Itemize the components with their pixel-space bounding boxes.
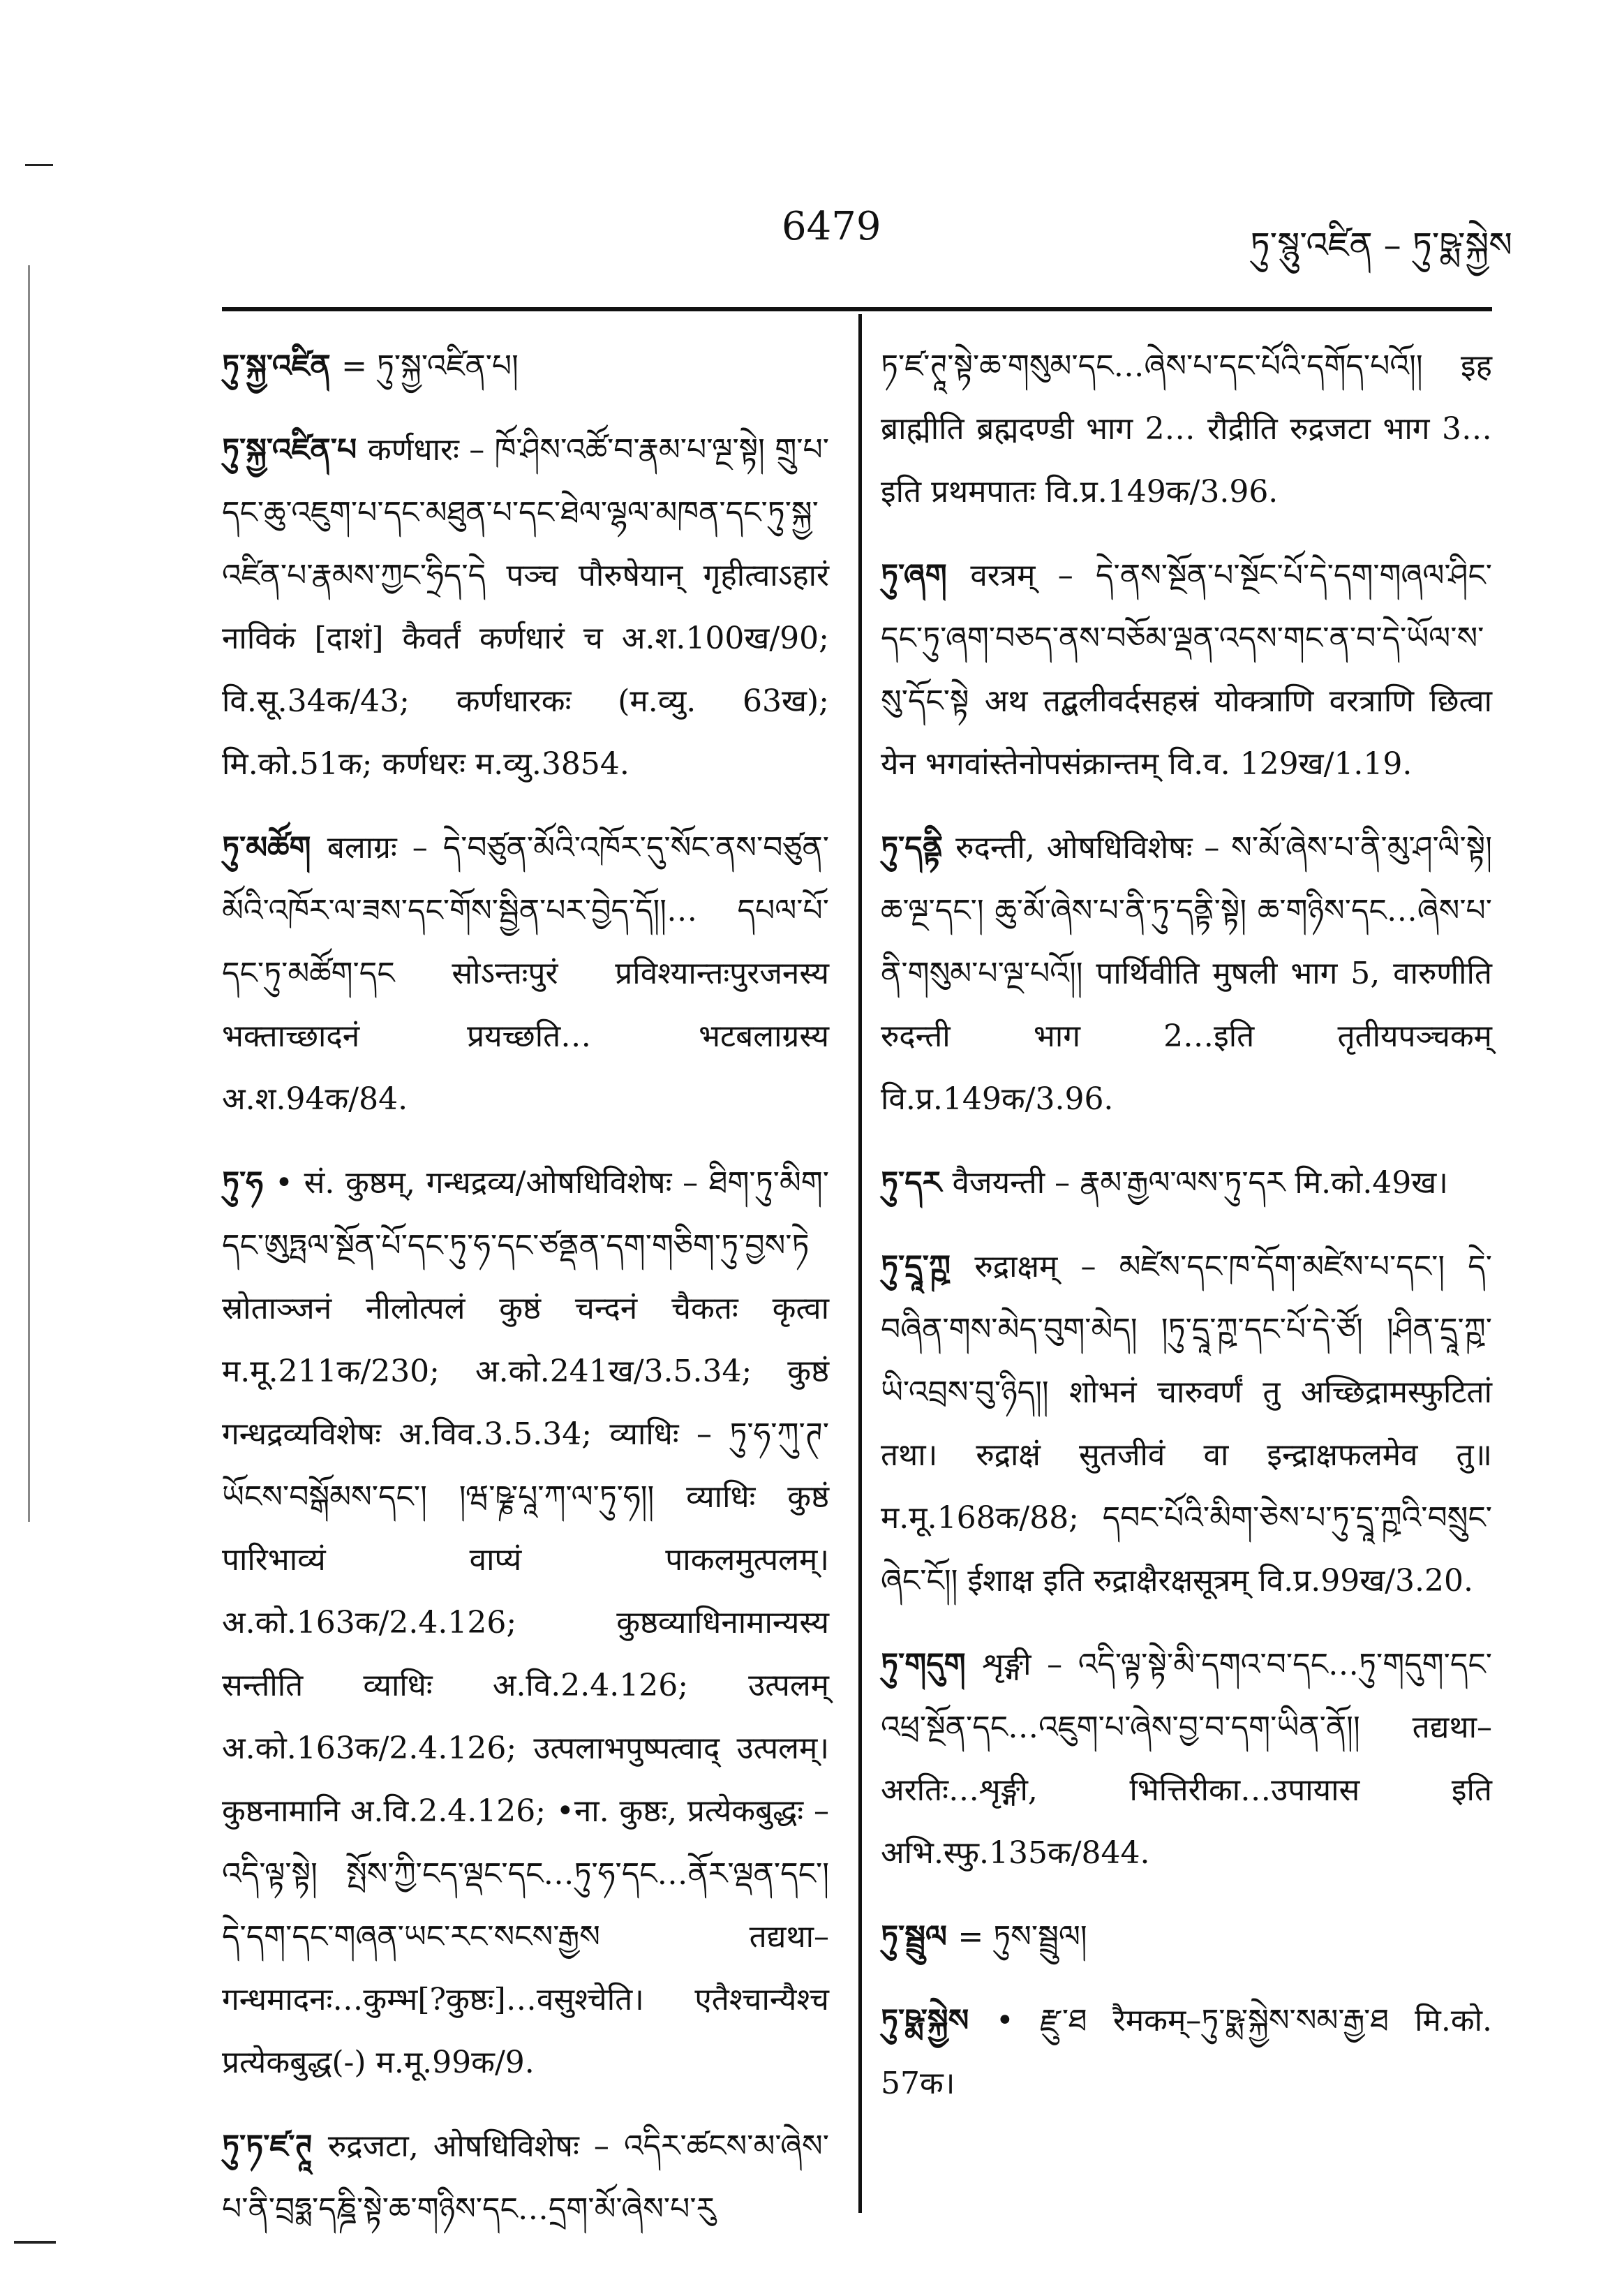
entry-definition: • རྫུ་ཐ रैमकम्–ཏུ་ཥྨ་སྐྱེས་སམ་རྒྱ་ཐ मि.को. 57क। xyxy=(881,2003,1492,2101)
dictionary-entry xyxy=(222,817,829,1131)
left-column xyxy=(222,335,829,2262)
margin-mark-vertical xyxy=(28,265,30,1522)
entry-definition: वैजयन्ती – རྣམ་རྒྱལ་ལས་ཏུ་དར मि.को.49ख। xyxy=(952,1165,1448,1201)
entry-headword: ཏུ་མཚོག xyxy=(222,830,327,866)
entry-headword: ཏུ་གདུག xyxy=(881,1647,983,1682)
dictionary-entry xyxy=(222,2115,829,2241)
entry-headword: ཏུ་སྐྱ་འཛིན xyxy=(222,348,342,384)
dictionary-entry xyxy=(881,1236,1492,1613)
dictionary-entry xyxy=(222,335,829,398)
entry-definition: = ཏུས་སྦྲུལ། xyxy=(958,1919,1087,1955)
entry-definition: रुदन्ती, ओषधिविशेषः – ས་མོ་ཞེས་པ་ནི་མུ་ཤ་ལི་སྟེ། ཆ་ལྔ་དང་། ཆུ་མོ་ཞེས་པ་ནི་ཏུ་དནྟི་སྟེ། ཆ་གཉིས་དང…ཞེས་པ་ནི་གསུམ་པ་ལྔ་པའོ།། पार्थिवीति मुषली भाग 5, वारुणीति रुदन्ती भाग 2…इति तृतीयपञ्चकम् वि.प्र.149क/3.96. xyxy=(881,830,1492,1117)
entry-definition: कर्णधारः – ཁོ་ཤིས་འཚོ་བ་རྣམ་པ་ལྔ་སྟེ། གྲུ་པ་དང་ཆུ་འཇུག་པ་དང་མཐུན་པ་དང་ཐེལ་ལྷལ་མཁན་དང་ཏུ་སྐྱ་འཛིན་པ་རྣམས་ཀྱང་ཧྲིད་དེ पञ्च पौरुषेयान् गृहीत्वाऽहारं नाविकं [दाशं] कैवर्तं कर्णधारं च अ.श.100ख/90; वि.सू.34क/43; कर्णधारकः (म.व्यु. 63ख); मि.को.51क; कर्णधरः म.व्यु.3854. xyxy=(222,432,829,782)
entry-definition: रुद्रजटा, ओषधिविशेषः – འདིར་ཚངས་མ་ཞེས་པ་ནི་བྲཧྨ་དཎྜི་སྟེ་ཆ་གཉིས་དང…དྲག་མོ་ཞེས་པ་རུ xyxy=(222,2128,829,2227)
entry-definition: • सं. कुष्ठम्, गन्धद्रव्य/ओषधिविशेषः – ཐིག་ཏུ་མིག་དང་ཨུཏྤལ་སྔོན་པོ་དང་ཏུ་ཧ་དང་ཙནྡན་དག་གཅིག་ཏུ་བྱས་ཏེ स्रोताञ्जनं नीलोत्पलं कुष्ठं चन्दनं चैकतः कृत्वा म.मू.211क/230; अ.को.241ख/3.5.34; कुष्ठं गन्धद्रव्यविशेषः अ.विव.3.5.34; व्याधिः – ཏུ་ཧ་ཀུ་ཊ་ཡོངས་བསྒོམས་དང་། །ཝ་ཥྞ་པཱ་ཀ་ལ་ཏུ་ཧ།། व्याधिः कुष्ठं पारिभाव्यं वाप्यं पाकलमुत्पलम्। अ.को.163क/2.4.126; कुष्ठव्याधिनामान्यस्य सन्तीति व्याधिः अ.वि.2.4.126; उत्पलम् अ.को.163क/2.4.126; उत्पलाभपुष्पत्वाद् उत्पलम्। कुष्ठनामानि अ.वि.2.4.126; •ना. कुष्ठः, प्रत्येकबुद्धः – འདི་ལྟ་སྟེ། སྤོས་ཀྱི་ངད་ལྡང་དང…ཏུ་ཧ་དང…ནོར་ལྡན་དང་། དེ་དག་དང་གཞན་ཡང་རང་སངས་རྒྱས तद्यथा–गन्धमादनः…कुम्भ[?कुष्ठः]…वसुश्चेति। एतैश्चान्यैश्च प्रत्येकबुद्ध(-) म.मू.99क/9. xyxy=(222,1165,829,2080)
entry-headword: ཏུ་ཞག xyxy=(881,558,971,593)
entry-definition: बलाग्रः – དེ་བཙུན་མོའི་འཁོར་དུ་སོང་ནས་བཙུན་མོའི་འཁོར་ལ་ཟས་དང་གོས་སྦྱིན་པར་བྱེད་དོ།།… དཔལ་པོ་དང་ཏུ་མཚོག་དང सोऽन्तःपुरं प्रविश्यान्तःपुरजनस्य भक्ताच्छादनं प्रयच्छति… भटबलाग्रस्य अ.श.94क/84. xyxy=(222,830,829,1117)
running-head: ཏུ་སྙུ་འཛིན – ཏུ་ཥྨ་སྐྱེས xyxy=(1250,225,1512,265)
page-number: 6479 xyxy=(782,204,881,249)
entry-headword: ཏུ་དྲཱ་ཀྵ xyxy=(881,1249,975,1284)
margin-mark-top xyxy=(25,164,53,166)
entry-headword: ཏུ་ཏ་ཛ་ཊཱ xyxy=(222,2128,328,2164)
margin-mark-bottom xyxy=(14,2241,56,2244)
entry-headword: ཏུ་སྦྲུལ xyxy=(881,1919,958,1955)
top-rule xyxy=(222,307,1492,311)
entry-headword: ཏུ་ཥྨ་སྐྱེས xyxy=(881,2003,996,2038)
dictionary-entry xyxy=(881,1990,1492,2115)
entry-headword: ཏུ་སྐྱ་འཛིན་པ xyxy=(222,432,368,468)
right-column xyxy=(881,335,1492,2136)
entry-headword: ཏུ་དནྟི xyxy=(881,830,956,866)
entry-definition: वरत्रम् – དེ་ནས་སྔོན་པ་སྔོང་པོ་དེ་དག་གཞལ་ཤིང་དང་ཏུ་ཞག་བཅད་ནས་བཅོམ་ལྡན་འདས་གང་ན་བ་དེ་ཡོལ་ས་སུ་དོང་སྟེ अथ तद्बलीवर्दसहस्रं योक्त्राणि वरत्राणि छित्वा येन भगवांस्तेनोपसंक्रान्तम् वि.व. 129ख/1.19. xyxy=(881,558,1492,782)
dictionary-entry-continued xyxy=(881,335,1492,524)
dictionary-entry xyxy=(881,1906,1492,1969)
dictionary-entry xyxy=(222,1152,829,2094)
entry-headword: ཏུ་ཧ xyxy=(222,1165,275,1201)
entry-definition: ཏ་ཛ་ཊཱ་སྟེ་ཆ་གསུམ་དང…ཞེས་པ་དང་པོའི་དགོད་པའོ།། इह ब्राह्मीति ब्रह्मदण्डी भाग 2… रौद्रीति रुद्रजटा भाग 3…इति प्रथमपातः वि.प्र.149क/3.96. xyxy=(881,348,1492,510)
entry-definition: = ཏུ་སྐྱ་འཛིན་པ། xyxy=(341,348,519,384)
entry-definition: शृङ्गी – འདི་ལྟ་སྟེ་མི་དགའ་བ་དང…ཏུ་གདུག་དང་འཕྲ་སྔོན་དང…འཇུག་པ་ཞེས་བྱ་བ་དག་ཡིན་ནོ།། तद्यथा–अरतिः…शृङ्गी, भित्तिरीका…उपायास इति अभि.स्फु.135क/844. xyxy=(881,1647,1492,1871)
dictionary-entry xyxy=(222,419,829,796)
dictionary-entry xyxy=(881,1152,1492,1215)
column-divider xyxy=(858,314,862,2213)
dictionary-entry xyxy=(881,545,1492,796)
entry-definition: रुद्राक्षम् – མཛེས་དང་ཁ་དོག་མཛེས་པ་དང་། དེ་བཞིན་གས་མེད་བུག་མེད། །ཏུ་དྲཱ་ཀྵ་དང་པོ་དེ་ཙོ། །ཤིན་དྲཱ་ཀྵ་ཡི་འབྲས་བུ་ཉིད།། शोभनं चारुवर्णं तु अच्छिद्रामस्फुटितां तथा। रुद्राक्षं सुतजीवं वा इन्द्राक्षफलमेव तु॥ म.मू.168क/88; དབང་པོའི་མིག་ཅེས་པ་ཏུ་དྲཱ་ཀྵའི་བསྲུང་ཞེང་ངོ།། ईशाक्ष इति रुद्राक्षैरक्षसूत्रम् वि.प्र.99ख/3.20. xyxy=(881,1249,1492,1599)
entry-headword: ཏུ་དར xyxy=(881,1165,953,1201)
dictionary-entry xyxy=(881,1634,1492,1885)
dictionary-entry xyxy=(881,817,1492,1131)
